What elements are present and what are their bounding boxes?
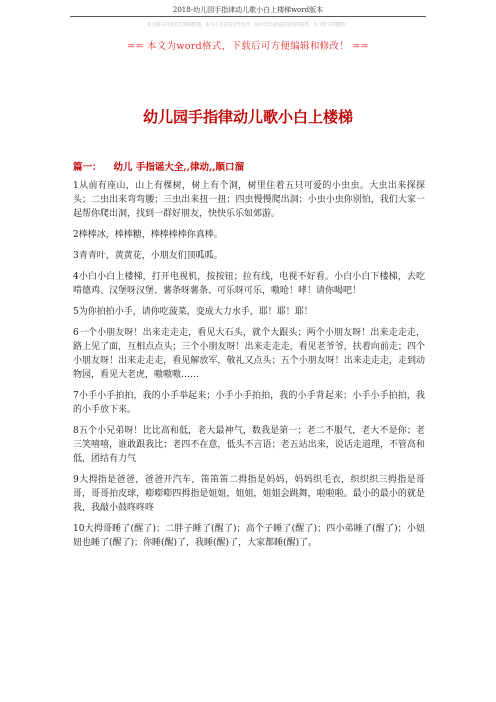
document-body bbox=[73, 179, 425, 557]
document-title: 幼儿园手指律动儿歌小白上楼梯 bbox=[142, 108, 353, 126]
paragraph: 2棒棒冰，棒棒糖，棒棒棒棒你真棒。 bbox=[73, 230, 223, 240]
paragraph: 8五个小兄弟呀！比比高和低，老大最神气，数我是第一；老二不服气，老大不是你；老三笑嘻嘻，谁敢跟我比；老四不在意，低头不言语；老五站出来，说话走道理，不管高和低，团结有力气 bbox=[73, 426, 425, 464]
paragraph: 9大拇指是爸爸，爸爸开汽车，笛笛笛二拇指是妈妈，妈妈织毛衣，织织织三拇指是哥哥，哥哥拍皮球，嘭嘭嘭四拇指是姐姐，姐姐，姐姐会跳舞，啦啦啦。最小的最小的就是我，我敲小鼓咚咚咚 bbox=[73, 475, 425, 513]
paragraph: 1从前有座山，山上有棵树，树上有个洞，树里住着五只可爱的小虫虫。大虫出来探探头；二虫出来弯弯腰；三虫出来扭一扭；四虫慢慢爬出洞；小虫小虫你别怕，我们大家一起帮你爬出洞，找到一群好朋友，快快乐乐如郊游。 bbox=[73, 181, 425, 219]
paragraph: 7小手小手拍拍，我的小手举起来；小手小手拍拍，我的小手背起来；小手小手拍拍，我的小手放下来。 bbox=[73, 391, 425, 415]
page-header-title: 2018-幼儿园手指律动儿歌小白上楼梯word版本 bbox=[172, 6, 324, 14]
header-divider bbox=[70, 16, 426, 17]
paragraph: 5为你拍拍小手，请你吃菠菜，变成大力水手，耶！耶！耶！ bbox=[73, 307, 313, 317]
section-heading bbox=[73, 159, 244, 173]
paragraph: 6一个小朋友呀！出来走走走，看见大石头，就个大跟头；两个小朋友呀！出来走走走，路上见了面，互相点点头；三个小朋友呀！出来走走走，看见老爷爷，扶着向前走；四个小朋友呀！出来走走走，看见解放军，敬礼又点头；五个小朋友呀！出来走走走，走到动物园，看见大老虎，嗷嗷嗷…… bbox=[73, 328, 425, 380]
word-format-notice: == 本文为word格式，下载后可方便编辑和修改！ == bbox=[127, 41, 369, 52]
paragraph: 4小白小白上楼梯，打开电视机，按按钮；拉有线，电视不好看。小白小白下楼梯，去吃啃德鸡、汉堡呀汉堡、薯条呀薯条、可乐呀可乐，嗷呛！哮！请你喝吧！ bbox=[73, 272, 425, 296]
paragraph: 10大拇哥睡了(醒了)；二胖子睡了(醒了)；高个子睡了(醒了)；四小弟睡了(醒了)；小妞妞也睡了(醒了)；你睡(醒)了，我睡(醒)了，大家都睡(醒)了。 bbox=[73, 524, 425, 548]
header-disclaimer: 本文部分内容来自网络整理，本司不为其真实性负责，如有异议或侵权请及时联系，本司将立即删除！ bbox=[146, 23, 350, 28]
paragraph: 3青青叶，黄黄花，小朋友们顶呱呱。 bbox=[73, 251, 223, 261]
section-label: 篇一： bbox=[73, 162, 102, 173]
section-title: 幼儿 手指谣大全,,律动,,顺口溜 bbox=[113, 162, 245, 173]
